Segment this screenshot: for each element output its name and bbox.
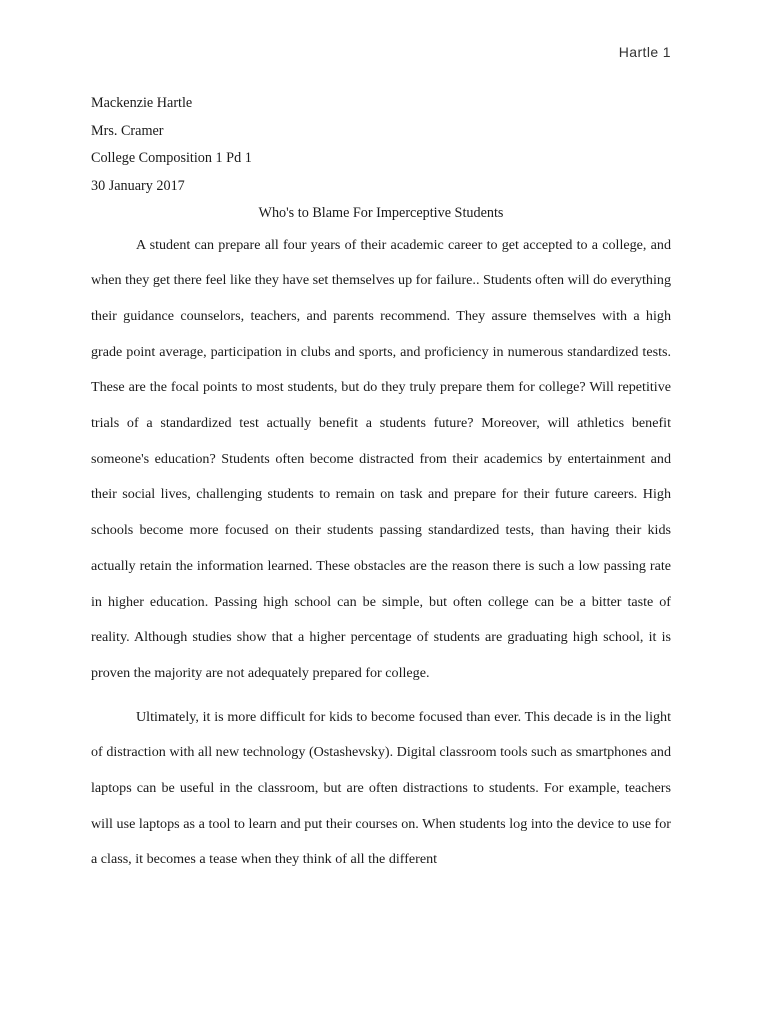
instructor-name: Mrs. Cramer bbox=[91, 122, 164, 139]
running-head: Hartle 1 bbox=[618, 44, 671, 60]
paragraph-2: Ultimately, it is more difficult for kids to become focused than ever. This decade is in the light of distraction with all new technology (Ostashevsky). Digital classroom tools such as smartphones and laptops can be useful in the classroom, but are often distractions to students. For example, teachers will use laptops as a tool to learn and put their courses on. When students log into the device to use for a class, it becomes a tease when they think of all the different bbox=[91, 708, 671, 868]
essay-content bbox=[91, 90, 671, 878]
mla-heading bbox=[91, 90, 671, 200]
course-name: College Composition 1 Pd 1 bbox=[91, 150, 252, 166]
essay-title: Who's to Blame For Imperceptive Students bbox=[258, 205, 504, 221]
essay-date: 30 January 2017 bbox=[91, 177, 185, 194]
essay-body bbox=[91, 228, 671, 879]
author-name: Mackenzie Hartle bbox=[91, 95, 193, 111]
paragraph-1: A student can prepare all four years of their academic career to get accepted to a college, and when they get there feel like they have set themselves up for failure.. Students often will do everything their guidance counselors, teachers, and parents recommend. They assure themselves with a high grade point average, participation in clubs and sports, and proficiency in numerous standardized tests. These are the focal points to most students, but do they truly prepare them for college? Will repetitive trials of a standardized test actually benefit a students future? Moreover, will athletics benefit someone's education? Students often become distracted from their academics by entertainment and their social lives, challenging students to remain on task and prepare for their future careers. High schools become more focused on their students passing standardized tests, than having their kids actually retain the information learned. These obstacles are the reason there is such a low passing rate in higher education. Passing high school can be simple, but often college can be a bitter taste of reality. Although studies show that a higher percentage of students are graduating high school, it is proven the majority are not adequately prepared for college. bbox=[91, 236, 671, 681]
